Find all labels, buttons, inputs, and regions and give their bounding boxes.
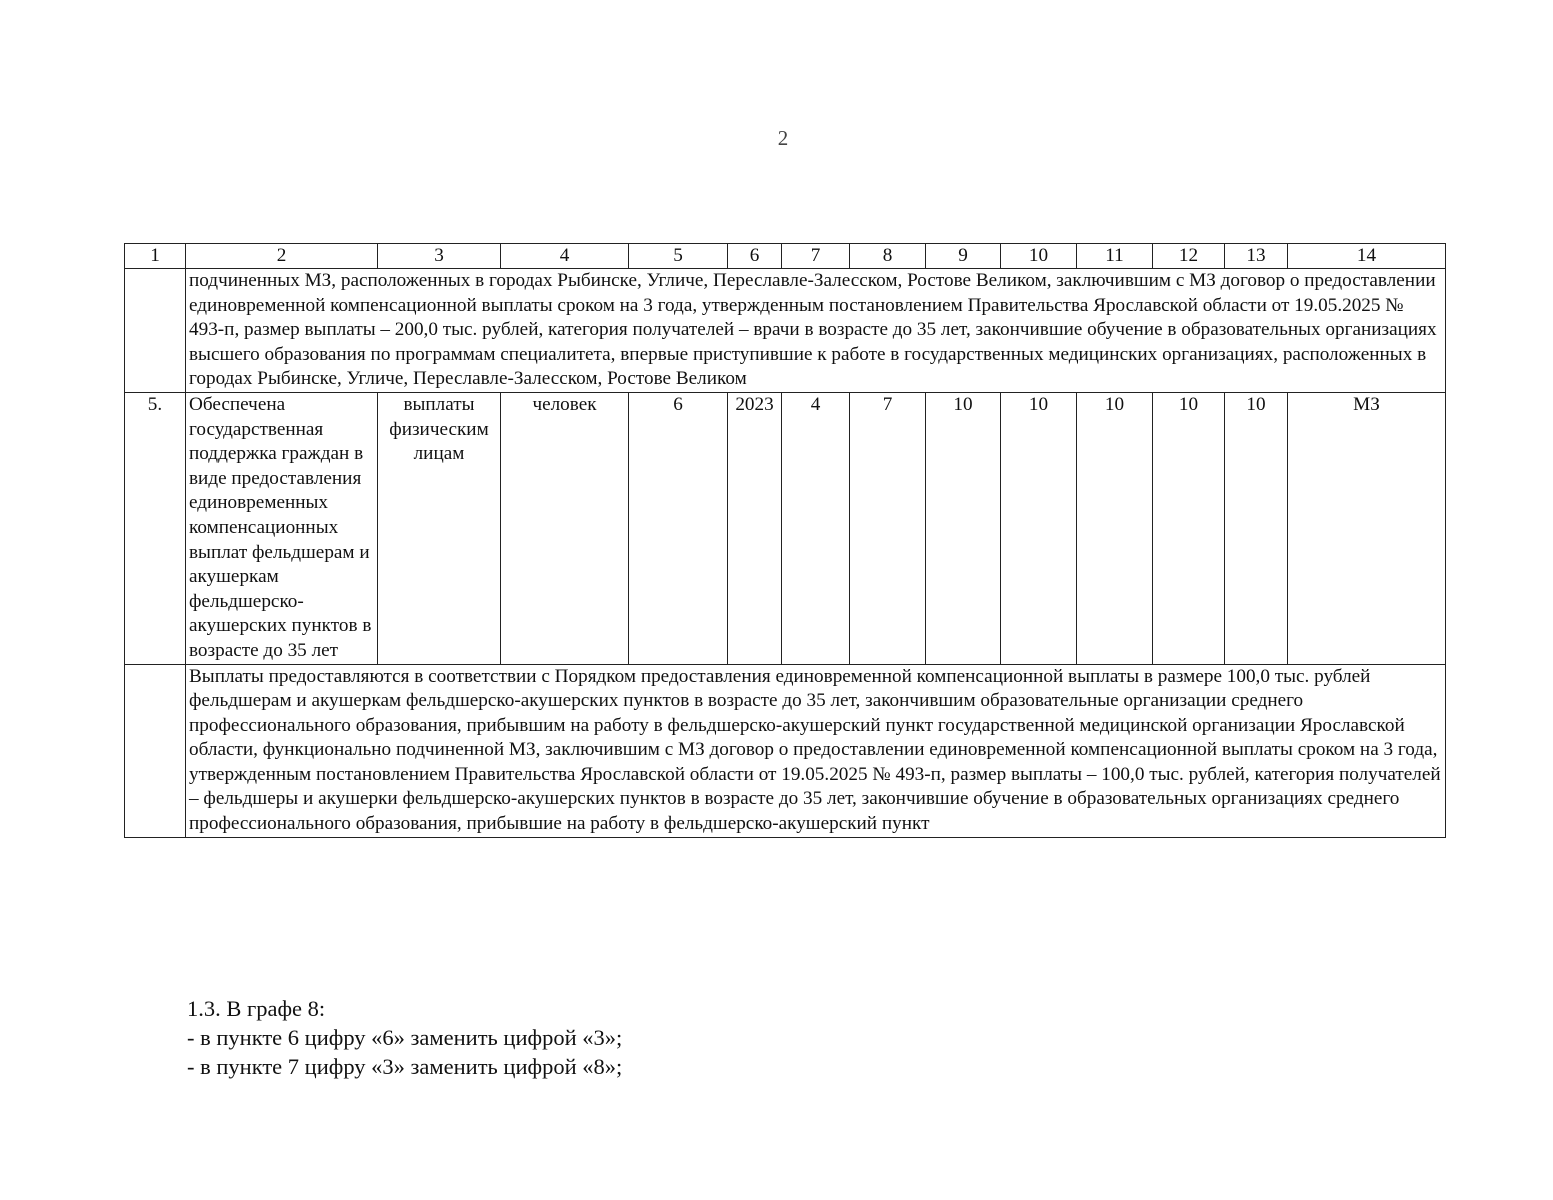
- row5-note: Выплаты предоставляются в соответствии с Порядком предоставления единовременной компенсационной выплаты в размере 100,0 тыс. рублей фельдшерам и акушеркам фельдшерско-акушерских пунктов в возрасте до 35 лет, закончившим образовательные организации среднего профессионального образования, прибывшим на работу в фельдшерско-акушерский пункт государственной медицинской организации Ярославской области, функционально подчиненной МЗ, заключившим с МЗ договор о предоставлении единовременной компенсационной выплаты сроком на 3 года, утвержденным постановлением Правительства Ярославской области от 19.05.2025 № 493-п, размер выплаты – 100,0 тыс. рублей, категория получателей – фельдшеры и акушерки фельдшерско-акушерских пунктов в возрасте до 35 лет, закончившие обучение в образовательных организациях среднего профессионального образования, прибывшие на работу в фельдшерско-акушерский пункт: [186, 664, 1446, 837]
- base-value: 6: [629, 392, 728, 664]
- unit-of-measure: человек: [501, 392, 629, 664]
- column-number: 10: [1001, 244, 1077, 269]
- column-number: 12: [1153, 244, 1225, 269]
- base-year: 2023: [728, 392, 782, 664]
- continuation-text: подчиненных МЗ, расположенных в городах Рыбинске, Угличе, Переславле-Залесском, Ростове Великом, заключившим с МЗ договор о предоставлении единовременной компенсационной выплаты сроком на 3 года, утвержденным постановлением Правительства Ярославской области от 19.05.2025 № 493-п, размер выплаты – 200,0 тыс. рублей, категория получателей – врачи в возрасте до 35 лет, закончившие обучение в образовательных организациях высшего образования по программам специалитета, впервые приступившие к работе в государственных медицинских организациях, расположенных в городах Рыбинске, Угличе, Переславле-Залесском, Ростове Великом: [186, 269, 1446, 393]
- value-col9: 10: [926, 392, 1001, 664]
- column-number: 11: [1077, 244, 1153, 269]
- empty-cell: [125, 269, 186, 393]
- column-number: 5: [629, 244, 728, 269]
- column-number: 9: [926, 244, 1001, 269]
- value-col11: 10: [1077, 392, 1153, 664]
- column-number: 3: [378, 244, 501, 269]
- result-type: выплаты физическим лицам: [378, 392, 501, 664]
- continuation-row: [125, 269, 1446, 393]
- value-col12: 10: [1153, 392, 1225, 664]
- value-col10: 10: [1001, 392, 1077, 664]
- column-number: 6: [728, 244, 782, 269]
- column-number: 13: [1225, 244, 1288, 269]
- amendment-text: [187, 994, 622, 1081]
- indicators-table: [124, 243, 1446, 838]
- column-number: 8: [850, 244, 926, 269]
- note-row: [125, 664, 1446, 837]
- column-number: 2: [186, 244, 378, 269]
- column-number: 14: [1288, 244, 1446, 269]
- amendment-line: - в пункте 7 цифру «3» заменить цифрой «8»;: [187, 1054, 623, 1079]
- column-number: 1: [125, 244, 186, 269]
- value-col7: 4: [782, 392, 850, 664]
- page-number: 2: [777, 126, 789, 150]
- column-number: 7: [782, 244, 850, 269]
- row-number: 5.: [125, 392, 186, 664]
- amendment-line: - в пункте 6 цифру «6» заменить цифрой «3»;: [187, 1025, 623, 1050]
- table-row: [125, 392, 1446, 664]
- amendment-line: 1.3. В графе 8:: [187, 996, 326, 1021]
- responsible-body: МЗ: [1288, 392, 1446, 664]
- value-col13: 10: [1225, 392, 1288, 664]
- value-col8: 7: [850, 392, 926, 664]
- column-number: 4: [501, 244, 629, 269]
- empty-cell: [125, 664, 186, 837]
- column-number-row: [125, 244, 1446, 269]
- indicator-name: Обеспечена государственная поддержка граждан в виде предоставления единовременных компенсационных выплат фельдшерам и акушеркам фельдшерско-акушерских пунктов в возрасте до 35 лет: [186, 392, 378, 664]
